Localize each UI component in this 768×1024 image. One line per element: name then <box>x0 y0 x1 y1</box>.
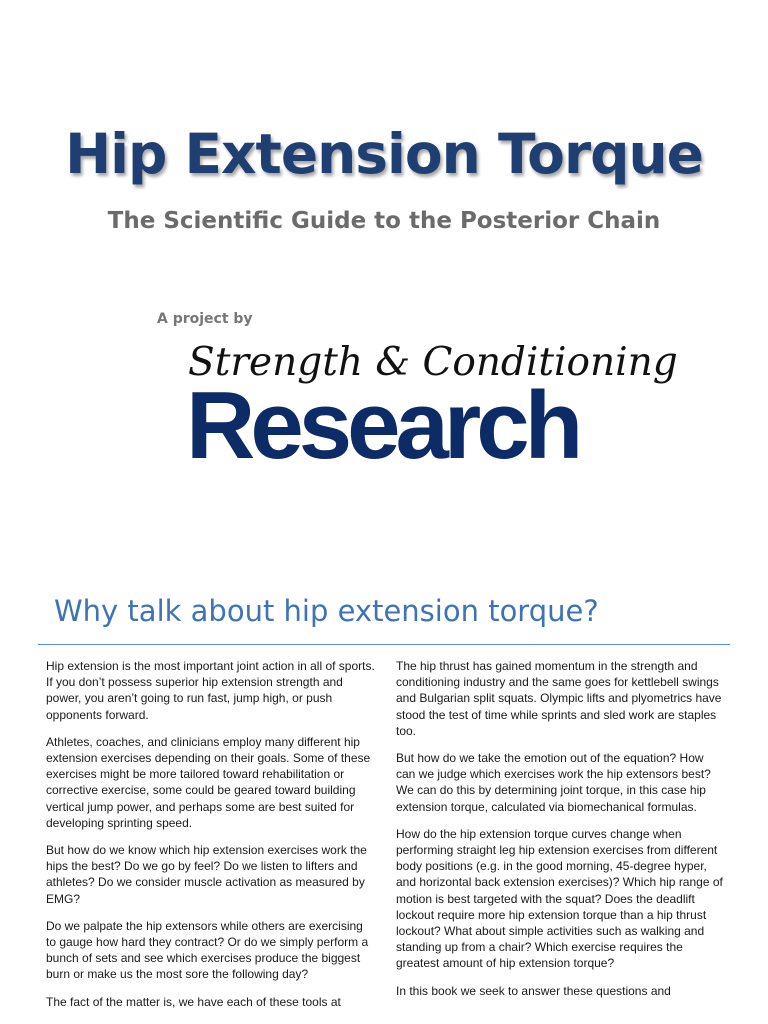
section-divider <box>38 644 730 645</box>
paragraph: The hip thrust has gained momentum in the strength and conditioning industry and the same goes for kettlebell swings and Bulgarian split squats. Olympic lifts and plyometrics have stood the test of time while sprints and sled work are staples too. <box>396 659 722 738</box>
paragraph: Hip extension is the most important joint action in all of sports. If you don’t possess superior hip extension strength and power, you aren’t going to run fast, jump high, or push opponents forward. <box>46 659 375 722</box>
paragraph: In this book we seek to answer these questions and <box>396 983 671 998</box>
logo-script-text: Strength & Conditioning <box>188 340 678 385</box>
document-subtitle: The Scientific Guide to the Posterior Chain <box>107 208 661 234</box>
paragraph: But how do we take the emotion out of the equation? How can we judge which exercises work the hip extensors best? We can do this by determining joint torque, in this case hip extension torque, calculated via biomechanical formulas. <box>396 751 711 814</box>
paragraph: Do we palpate the hip extensors while others are exercising to gauge how hard they contract? Or do we simply perform a bunch of sets and see which exercises produce the biggest burn or make us the most sore the following day? <box>46 918 369 982</box>
paragraph: But how do we know which hip extension exercises work the hips the best? Do we go by feel? Do we listen to lifters and athletes? Do we consider muscle activation as measured by EMG? <box>46 843 367 906</box>
document-title: Hip Extension Torque <box>65 122 703 186</box>
paragraph: The fact of the matter is, we have each of these tools at <box>46 994 341 1009</box>
text-column-left <box>46 658 376 1021</box>
paragraph: How do the hip extension torque curves change when performing straight leg hip extension exercises from different body positions (e.g. in the good morning, 45-degree hyper, and horizontal back extension exercises)? Which hip range of motion is best targeted with the squat? Does the deadlift lockout require more hip extension torque than a hip thrust lockout? What about simple activities such as walking and standing up from a chair? Which exercise requires the greatest amount of hip extension torque? <box>396 826 723 971</box>
text-column-right <box>396 658 726 1010</box>
paragraph: Athletes, coaches, and clinicians employ many different hip extension exercises depending on their goals. Some of these exercises might be more tailored toward rehabilitation or corrective exercise, some could be geared toward building vertical jump power, and perhaps some are best suited for developing sprinting speed. <box>46 734 371 830</box>
section-heading: Why talk about hip extension torque? <box>54 594 599 628</box>
logo-research-word: Research <box>186 372 579 479</box>
byline: A project by <box>157 311 253 327</box>
